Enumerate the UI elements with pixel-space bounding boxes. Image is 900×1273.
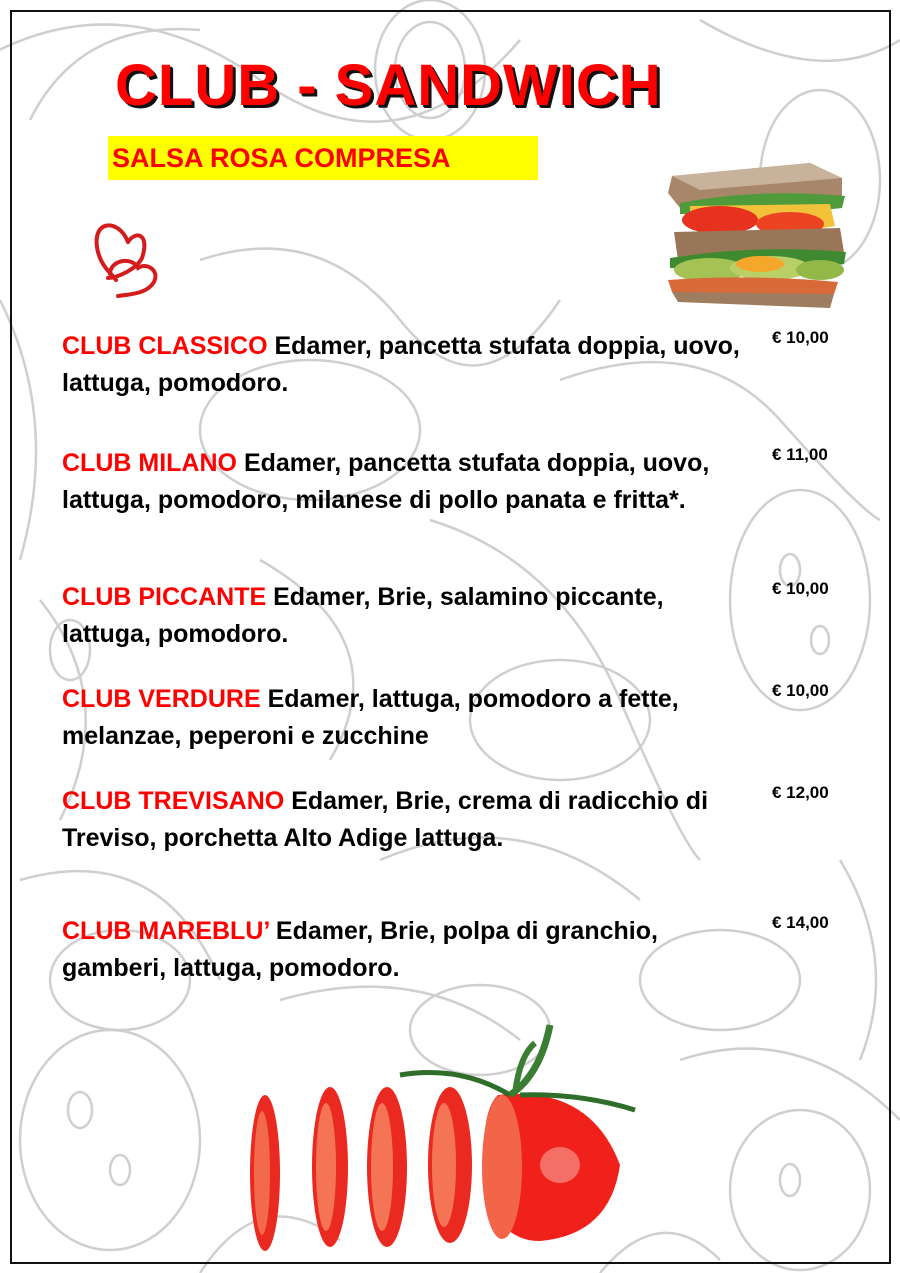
item-name: CLUB TREVISANO bbox=[62, 787, 285, 815]
item-name: CLUB MAREBLU’ bbox=[62, 917, 269, 945]
item-price: € 11,00 bbox=[772, 445, 828, 464]
item-price: € 10,00 bbox=[772, 681, 829, 700]
item-price: € 10,00 bbox=[772, 328, 829, 347]
item-description: Edamer, Brie, crema di radicchio di Treviso, porchetta Alto Adige lattuga. bbox=[62, 787, 709, 852]
item-description: Edamer, Brie, salamino piccante, lattuga, pomodoro. bbox=[62, 583, 664, 648]
page-title: CLUB - SANDWICH bbox=[115, 53, 662, 118]
item-description: Edamer, pancetta stufata doppia, uovo, lattuga, pomodoro, milanese di pollo panata e fritta*. bbox=[62, 449, 710, 514]
menu-item-club-trevisano bbox=[62, 783, 862, 857]
menu-item-club-piccante bbox=[62, 579, 862, 653]
item-price: € 12,00 bbox=[772, 783, 829, 802]
menu-item-club-classico bbox=[62, 328, 862, 402]
item-name: CLUB CLASSICO bbox=[62, 332, 268, 360]
item-name: CLUB PICCANTE bbox=[62, 583, 267, 611]
item-price: € 10,00 bbox=[772, 579, 829, 598]
item-name: CLUB MILANO bbox=[62, 449, 237, 477]
menu-item-club-mareblu bbox=[62, 913, 862, 987]
sliced-tomato-photo bbox=[240, 1015, 640, 1255]
item-description: Edamer, lattuga, pomodoro a fette, melanzae, peperoni e zucchine bbox=[62, 685, 679, 750]
item-description: Edamer, pancetta stufata doppia, uovo, lattuga, pomodoro. bbox=[62, 332, 740, 397]
double-heart-logo-icon bbox=[88, 212, 168, 307]
item-price: € 14,00 bbox=[772, 913, 829, 932]
item-description: Edamer, Brie, polpa di granchio, gamberi, lattuga, pomodoro. bbox=[62, 917, 658, 982]
menu-item-club-milano bbox=[62, 445, 862, 519]
menu-item-club-verdure bbox=[62, 681, 862, 755]
item-name: CLUB VERDURE bbox=[62, 685, 261, 713]
club-sandwich-illustration bbox=[650, 148, 850, 313]
subtitle-banner: SALSA ROSA COMPRESA bbox=[108, 136, 538, 180]
